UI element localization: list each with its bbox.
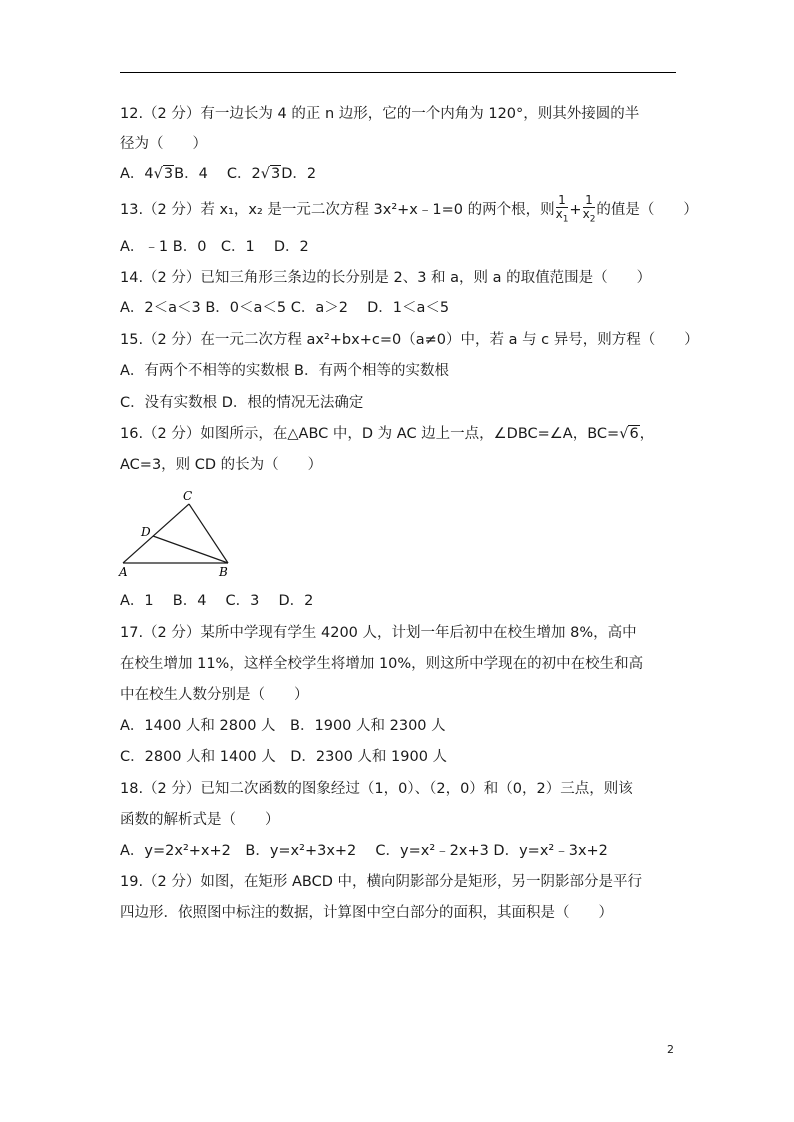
q18-stem-line2: 函数的解析式是（ ）: [120, 812, 280, 828]
q17-options-2: C．2800 人和 1400 人 D．2300 人和 1900 人: [120, 749, 448, 765]
q16-stem-prefix: 16.（2 分）如图所示，在△ABC 中，D 为 AC 边上一点，∠DBC=∠A，BC=: [120, 426, 620, 442]
q17-stem-line1: 17.（2 分）某所中学现有学生 4200 人，计划一年后初中在校生增加 8%，高中: [120, 625, 637, 641]
sqrt-symbol: √: [260, 166, 271, 182]
side-bc: [189, 504, 228, 563]
q13-stem-suffix: 的值是（ ）: [596, 202, 698, 219]
vertex-label-a: A: [119, 565, 128, 579]
q12-stem-line2: 径为（ ）: [120, 136, 207, 152]
vertex-label-b: B: [219, 565, 228, 579]
segment-db: [153, 536, 228, 563]
q13-stem-prefix: 13.（2 分）若 x₁，x₂ 是一元二次方程 3x²+x﹣1=0 的两个根，则: [120, 202, 555, 219]
frac-numerator: 1: [585, 193, 593, 207]
q13-fraction-1: [556, 194, 569, 226]
q12-option-c-radicand: 3: [271, 166, 281, 182]
q17-stem-line3: 中在校生人数分别是（ ）: [120, 687, 309, 703]
q13-fraction-2: [583, 194, 596, 226]
q16-stem-line1: [120, 424, 654, 444]
q17-stem-line2: 在校生增加 11%，这样全校学生将增加 10%，则这所中学现在的初中在校生和高: [120, 656, 644, 672]
q19-stem-line1: 19.（2 分）如图，在矩形 ABCD 中，横向阴影部分是矩形，另一阴影部分是平行: [120, 874, 643, 890]
q19-stem-line2: 四边形．依照图中标注的数据，计算图中空白部分的面积，其面积是（ ）: [120, 905, 613, 921]
q18-options: A．y=2x²+x+2 B．y=x²+3x+2 C．y=x²﹣2x+3 D．y=x²﹣3x+2: [120, 843, 608, 859]
q17-options-1: A．1400 人和 2800 人 B．1900 人和 2300 人: [120, 718, 446, 734]
triangle-figure: [112, 488, 242, 580]
q18-stem-line1: 18.（2 分）已知二次函数的图象经过（1，0）、（2，0）和（0，2）三点，则该: [120, 781, 633, 797]
sqrt-symbol: √: [619, 426, 629, 442]
q16-stem-suffix: ，: [639, 426, 655, 442]
q16-options: A．1 B．4 C．3 D．2: [120, 593, 314, 609]
q16-radicand: 6: [629, 426, 639, 442]
sqrt-symbol: √: [153, 166, 163, 182]
q15-options-2: C．没有实数根 D．根的情况无法确定: [120, 395, 364, 411]
frac-denominator: $x_2$: [582, 207, 596, 225]
page-number: 2: [667, 1043, 674, 1056]
q15-stem: 15.（2 分）在一元二次方程 ax²+bx+c=0（a≠0）中，若 a 与 c 异号，则方程（ ）: [120, 332, 699, 348]
q13-options: A．﹣1 B．0 C．1 D．2: [120, 239, 309, 255]
q15-options-1: A．有两个不相等的实数根 B．有两个相等的实数根: [120, 363, 449, 379]
vertex-label-d: D: [141, 525, 151, 539]
side-ac: [123, 504, 189, 563]
q12-option-b-c: B．4 C．2: [174, 166, 261, 182]
q14-options: A．2＜a＜3 B．0＜a＜5 C．a＞2 D．1＜a＜5: [120, 300, 450, 316]
q12-option-d: D．2: [281, 166, 317, 182]
q12-option-a-radicand: 3: [163, 166, 174, 182]
q13-plus: +: [569, 202, 582, 219]
q13-stem: [120, 194, 698, 226]
q12-option-a-prefix: A．4: [120, 166, 154, 182]
q12-options: [120, 164, 316, 184]
q14-stem: 14.（2 分）已知三角形三条边的长分别是 2、3 和 a，则 a 的取值范围是（ ）: [120, 270, 652, 286]
frac-denominator: $x_1$: [555, 207, 569, 225]
vertex-label-c: C: [183, 489, 193, 503]
frac-numerator: 1: [558, 193, 566, 207]
q16-stem-line2: AC=3，则 CD 的长为（ ）: [120, 457, 323, 473]
header-rule: [120, 72, 676, 73]
q12-stem-line1: 12.（2 分）有一边长为 4 的正 n 边形，它的一个内角为 120°，则其外接圆的半: [120, 106, 640, 122]
